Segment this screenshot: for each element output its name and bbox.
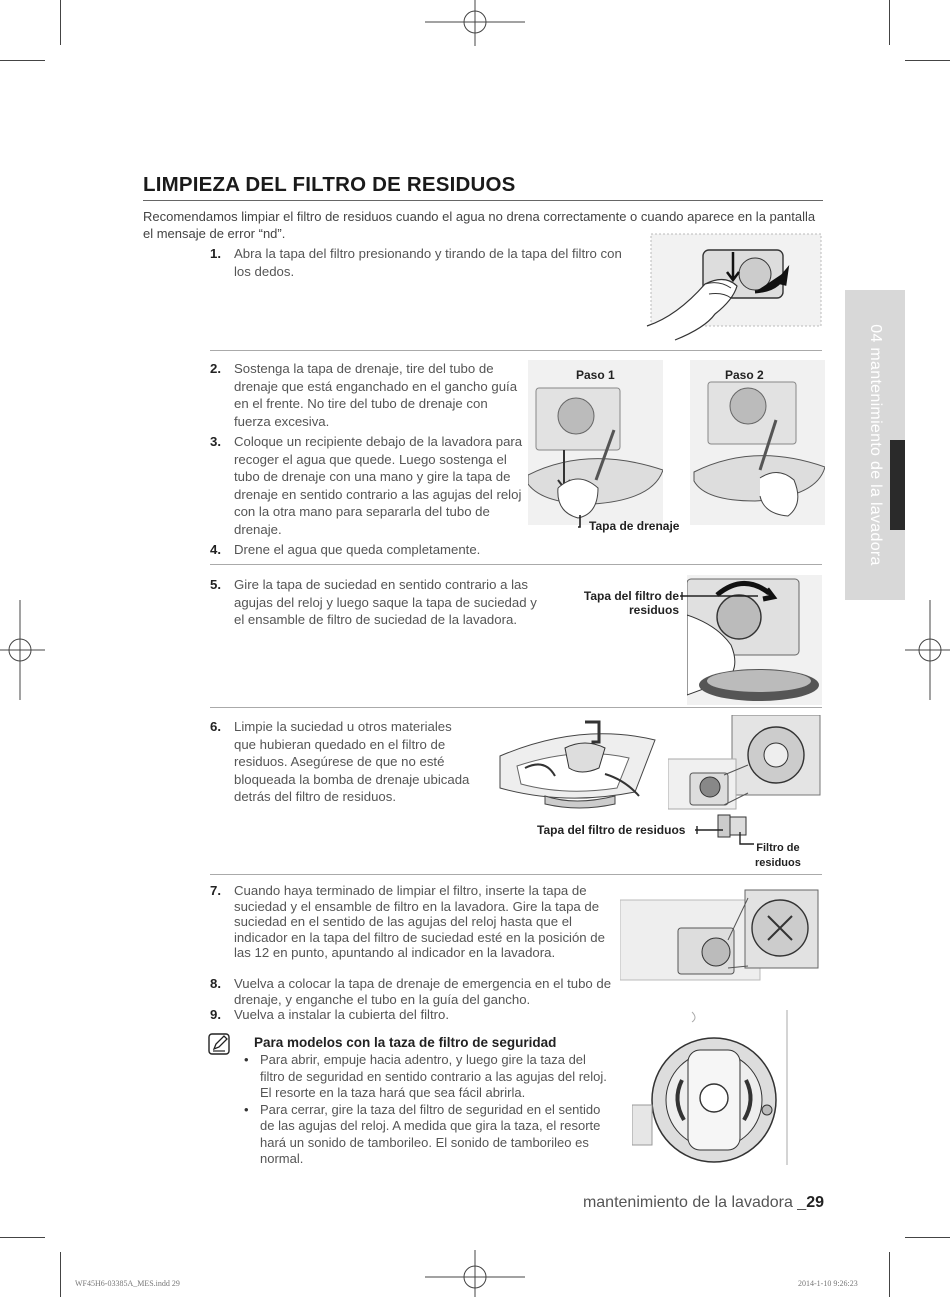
label-leader-line [695, 823, 725, 851]
registration-mark [425, 1250, 525, 1297]
paso-1-label: Paso 1 [576, 368, 615, 382]
file-slug: WF45H6-03385A_MES.indd 29 [75, 1279, 180, 1288]
chapter-tab-label: 04 mantenimiento de la lavadora [867, 324, 884, 566]
step-text: Limpie la suciedad u otros materiales que hubieran quedado en el filtro de residuos. Asegúrese de que no esté bloqueada la bomba de drenaje ubicada detrás del filtro de residuos. [234, 719, 470, 805]
note-icon [208, 1033, 230, 1055]
rinse-filter-illustration [495, 718, 660, 813]
filter-cover-label-line: residuos [628, 603, 679, 617]
section-divider [210, 564, 822, 565]
step-number: 3. [210, 434, 221, 449]
crop-mark [0, 1237, 45, 1238]
step-6 [210, 718, 475, 806]
step-7 [210, 883, 615, 961]
filter-label-line: Filtro de [756, 842, 800, 854]
footer-text: mantenimiento de la lavadora _ [582, 1194, 807, 1211]
crop-mark [905, 1237, 950, 1238]
paso-2-label: Paso 2 [725, 368, 764, 382]
label-leader-line [738, 832, 754, 848]
section-divider [210, 707, 822, 708]
step-2 [210, 360, 525, 430]
step-8 [210, 976, 615, 1007]
safety-filter-cup-illustration [632, 1010, 822, 1165]
drain-step2-illustration [690, 360, 825, 525]
label-leader-line [680, 590, 760, 602]
step-number: 7. [210, 883, 221, 898]
step-text: Cuando haya terminado de limpiar el filtro, inserte la tapa de suciedad y el ensamble de filtro en la lavadora. Gire la tapa de suciedad en el sentido de las agujas del reloj hasta que el indicador en la tapa del filtro de suciedad esté en la posición de las 12 en punto, apuntando al indicador en la lavadora. [234, 883, 605, 960]
step-9 [210, 1007, 615, 1023]
step-5 [210, 576, 550, 629]
filter-cover-label: Tapa del filtro de residuos [537, 823, 686, 837]
crop-mark [0, 60, 45, 61]
step-text: Vuelva a instalar la cubierta del filtro. [234, 1007, 450, 1022]
reinsert-filter-illustration [620, 888, 820, 988]
step-text: Gire la tapa de suciedad en sentido contrario a las agujas del reloj y luego saque la tapa de suciedad y el ensamble de filtro de suciedad de la lavadora. [234, 577, 537, 628]
step-text: Sostenga la tapa de drenaje, tire del tubo de drenaje que está enganchado en el gancho guía en el frente. No tire del tubo de drenaje con fuerza excesiva. [234, 361, 518, 429]
chapter-side-tab [845, 290, 905, 600]
open-filter-cover-illustration [645, 230, 823, 342]
intro-paragraph: Recomendamos limpiar el filtro de residuos cuando el agua no drena correctamente o cuando aparece en la pantalla el mensaje de error “nd”. [143, 209, 816, 241]
note-title: Para modelos con la taza de filtro de seguridad [254, 1035, 557, 1050]
registration-mark [905, 600, 950, 700]
note-bullet: • Para abrir, empuje hacia adentro, y luego gire la taza del filtro de seguridad en sentido contrario a las agujas del reloj. El resorte en la taza hará que sea fácil abrirla. [244, 1052, 614, 1102]
filter-label-line: residuos [755, 857, 801, 869]
step-4 [210, 541, 525, 559]
filter-label [755, 841, 801, 871]
note-bullet-list [244, 1052, 614, 1168]
section-divider [210, 874, 822, 875]
step-number: 8. [210, 976, 221, 991]
filter-cover-label [575, 589, 679, 617]
pump-location-illustration [668, 715, 823, 845]
step-number: 1. [210, 246, 221, 261]
drain-step1-illustration [528, 360, 663, 535]
page-footer [583, 1194, 824, 1212]
step-text: Vuelva a colocar la tapa de drenaje de emergencia en el tubo de drenaje, y enganche el tubo en la guía del gancho. [234, 976, 612, 1007]
step-number: 5. [210, 577, 221, 592]
section-divider [210, 350, 822, 351]
step-number: 6. [210, 719, 221, 734]
step-number: 2. [210, 361, 221, 376]
registration-mark [425, 0, 525, 48]
registration-mark [0, 600, 45, 700]
drain-cap-label: Tapa de drenaje [589, 519, 680, 533]
step-number: 4. [210, 542, 221, 557]
step-1 [210, 245, 630, 280]
note-bullet: • Para cerrar, gire la taza del filtro de seguridad en el sentido de las agujas del reloj. A medida que gira la taza, el resorte hará un sonido de tamborileo. El sonido de tamborileo es normal. [244, 1102, 614, 1168]
step-text: Coloque un recipiente debajo de la lavadora para recoger el agua que quede. Luego sostenga el tubo de drenaje con una mano y gire la tapa de drenaje en sentido contrario a las agujas del reloj con la otra mano para separarla del tubo de drenaje. [234, 434, 523, 537]
crop-mark [889, 1252, 890, 1297]
crop-mark [60, 1252, 61, 1297]
chapter-tab-marker [890, 440, 905, 530]
page-number: 29 [806, 1194, 824, 1211]
crop-mark [889, 0, 890, 45]
section-title: LIMPIEZA DEL FILTRO DE RESIDUOS [143, 173, 823, 201]
filter-cover-label-line: Tapa del filtro de [583, 589, 679, 603]
step-text: Abra la tapa del filtro presionando y tirando de la tapa del filtro con los dedos. [234, 246, 622, 279]
crop-mark [905, 60, 950, 61]
step-text: Drene el agua que queda completamente. [234, 542, 481, 557]
step-3 [210, 433, 525, 539]
crop-mark [60, 0, 61, 45]
date-slug: 2014-1-10 9:26:23 [798, 1279, 858, 1288]
step-number: 9. [210, 1007, 221, 1022]
